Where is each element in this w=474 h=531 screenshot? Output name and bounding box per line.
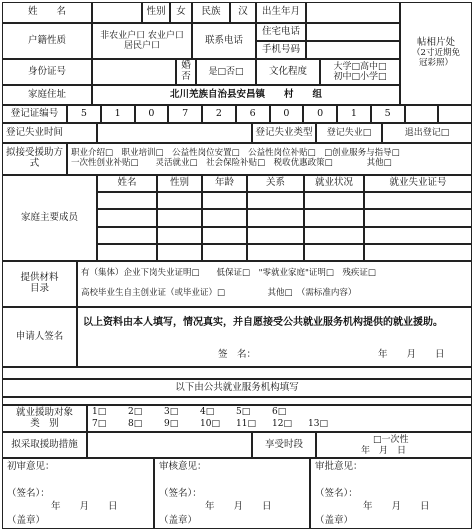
target-category-line1: 就业援助对象 [15, 406, 73, 418]
mobile-field[interactable] [306, 41, 400, 59]
materials-options-line2[interactable]: 高校毕业生自主创业证（或毕业证）□ 其他□ （需标准内容） [81, 288, 357, 299]
applicant-signature-label: 申请人签名 [2, 307, 77, 367]
name-label: 姓 名 [2, 2, 92, 23]
category-option[interactable]: 9□ [164, 419, 179, 429]
reg-digit[interactable]: 6 [236, 105, 270, 123]
review-title: 审核意见： [159, 461, 207, 472]
review-date-label: 年 月 日 [51, 501, 118, 512]
family-cell[interactable] [247, 209, 304, 226]
measures-field[interactable] [87, 432, 252, 458]
review-seal-label: （盖章） [315, 515, 354, 526]
reg-digit[interactable]: 5 [371, 105, 405, 123]
reg-digit[interactable]: 5 [67, 105, 101, 123]
review-seal-label: （盖章） [7, 515, 46, 526]
ethnicity-label: 民族 [192, 2, 230, 23]
initial-review-box[interactable] [2, 458, 154, 529]
family-cell[interactable] [304, 209, 364, 226]
family-cell[interactable] [202, 209, 247, 226]
category-option[interactable]: 4□ [200, 407, 215, 417]
family-cell[interactable] [247, 192, 304, 209]
one-time-checkbox[interactable]: □一次性 [373, 435, 409, 445]
family-cell[interactable] [364, 209, 472, 226]
family-cell[interactable] [157, 227, 202, 244]
family-members-label: 家庭主要成员 [2, 175, 97, 261]
home-phone-label: 住宅电话 [256, 23, 306, 41]
measures-label: 拟采取援助措施 [2, 432, 87, 458]
hukou-options[interactable] [92, 23, 192, 59]
reg-digit[interactable]: 0 [135, 105, 169, 123]
benefit-date: 年 月 日 [361, 446, 407, 456]
reg-digit[interactable]: 0 [303, 105, 337, 123]
hukou-option-rural[interactable]: 非农业户口 农业户口 [100, 30, 184, 41]
photo-size-note: （2寸近期免 [412, 48, 460, 59]
materials-label-line2: 目录 [29, 283, 49, 294]
id-label: 身份证号 [2, 59, 92, 85]
gender-value[interactable]: 女 [170, 2, 192, 23]
review-sign-label: （签名）： [7, 488, 50, 499]
birth-label: 出生年月 [256, 2, 306, 23]
family-header-age: 年龄 [202, 175, 247, 192]
reg-digit[interactable]: 7 [168, 105, 202, 123]
assistance-method-options[interactable] [67, 143, 472, 175]
family-cell[interactable] [97, 227, 157, 244]
id-field[interactable] [92, 59, 176, 85]
education-options[interactable] [320, 59, 400, 85]
family-cell[interactable] [364, 192, 472, 209]
gender-label: 性别 [142, 2, 170, 23]
reg-digit[interactable]: 2 [202, 105, 236, 123]
audit-review-box[interactable] [154, 458, 310, 529]
family-cell[interactable] [97, 209, 157, 226]
assistance-options-line2[interactable]: 一次性创业补贴□ 灵活就业□ 社会保险补贴□ 税收优惠政策□ 其他□ [71, 158, 392, 168]
category-option[interactable]: 8□ [128, 419, 143, 429]
review-sign-label: （签名）： [159, 488, 202, 499]
applicant-sign-label: 签 名： [218, 349, 257, 360]
benefit-period-label: 享受时段 [252, 432, 316, 458]
family-cell[interactable] [202, 227, 247, 244]
category-option[interactable]: 11□ [236, 419, 256, 429]
reg-digit[interactable]: 0 [270, 105, 304, 123]
reg-digit[interactable]: 1 [101, 105, 135, 123]
unemployment-time-field[interactable] [97, 123, 252, 143]
spacer-row [2, 367, 472, 379]
family-cell[interactable] [364, 227, 472, 244]
family-cell[interactable] [97, 192, 157, 209]
family-cell[interactable] [157, 209, 202, 226]
registered-unemployed-checkbox[interactable]: 登记失业□ [316, 123, 382, 143]
married-options[interactable]: 是□否□ [196, 59, 256, 85]
married-label: 婚否 [176, 59, 196, 85]
family-cell[interactable] [97, 244, 157, 261]
address-label: 家庭住址 [2, 85, 92, 105]
category-option[interactable]: 1□ [92, 407, 107, 417]
hukou-option-resident[interactable]: 居民户口 [123, 41, 160, 51]
category-option[interactable]: 2□ [128, 407, 143, 417]
family-cell[interactable] [304, 244, 364, 261]
approval-review-box[interactable] [310, 458, 472, 529]
family-header-cert-number: 就业失业证号 [364, 175, 472, 192]
declaration-text: 以上资料由本人填写，情况真实，并自愿接受公共就业服务机构提供的就业援助。 [83, 317, 443, 328]
family-cell[interactable] [157, 244, 202, 261]
employment-assistance-form [2, 2, 472, 529]
family-header-relation: 关系 [247, 175, 304, 192]
family-cell[interactable] [202, 244, 247, 261]
review-title: 审批意见： [315, 461, 363, 472]
materials-options[interactable] [77, 261, 472, 307]
target-category-label [2, 405, 87, 432]
benefit-period-field[interactable] [316, 432, 472, 458]
photo-label: 帖相片处 [416, 37, 455, 49]
contact-label: 联系电话 [192, 23, 256, 59]
family-cell[interactable] [304, 227, 364, 244]
name-field[interactable] [92, 2, 142, 23]
spacer-row [2, 397, 472, 405]
reg-number-label: 登记证编号 [2, 105, 67, 123]
family-cell[interactable] [202, 192, 247, 209]
category-option[interactable]: 10□ [200, 419, 220, 429]
review-date-label: 年 月 日 [205, 501, 272, 512]
assistance-method-label: 拟接受援助方式 [2, 143, 67, 175]
review-sign-label: （签名）： [315, 488, 358, 499]
family-header-gender: 性别 [157, 175, 202, 192]
materials-label-line1: 提供材料 [20, 272, 59, 284]
target-category-options[interactable] [87, 405, 472, 432]
category-option[interactable]: 12□ [272, 419, 292, 429]
education-options-lower[interactable]: 初中□小学□ [333, 72, 387, 82]
family-cell[interactable] [247, 227, 304, 244]
ethnicity-value[interactable]: 汉 [230, 2, 256, 23]
education-options-upper[interactable]: 大学□高中□ [333, 61, 387, 72]
family-cell[interactable] [364, 244, 472, 261]
target-category-line2: 类 别 [30, 417, 59, 429]
photo-box[interactable] [400, 2, 472, 105]
assistance-options-line1[interactable]: 职业介绍□ 职业培训□ 公益性岗位安置□ 公益性岗位补贴□ □创业服务与指导□ [71, 148, 400, 159]
hukou-label: 户籍性质 [2, 23, 92, 59]
home-phone-field[interactable] [306, 23, 400, 41]
reg-digit[interactable] [438, 105, 472, 123]
materials-label [2, 261, 77, 307]
mobile-label: 手机号码 [256, 41, 306, 59]
agency-section-heading: 以下由公共就业服务机构填写 [2, 379, 472, 397]
family-header-employment: 就业状况 [304, 175, 364, 192]
category-option[interactable]: 6□ [272, 407, 287, 417]
category-option[interactable]: 3□ [164, 407, 179, 417]
applicant-declaration[interactable] [77, 307, 472, 367]
reg-digit[interactable]: 1 [337, 105, 371, 123]
category-option[interactable]: 5□ [236, 407, 251, 417]
family-cell[interactable] [247, 244, 304, 261]
family-cell[interactable] [157, 192, 202, 209]
photo-style-note: 冠彩照） [418, 57, 453, 68]
exit-registration-checkbox[interactable]: 退出登记□ [382, 123, 472, 143]
unemployment-type-label: 登记失业类型 [252, 123, 316, 143]
address-value[interactable]: 北川羌族自治县安昌镇 村 组 [92, 85, 400, 105]
review-seal-label: （盖章） [159, 515, 198, 526]
unemployment-time-label: 登记失业时间 [2, 123, 97, 143]
family-header-name: 姓名 [97, 175, 157, 192]
birth-field[interactable] [306, 2, 400, 23]
category-option[interactable]: 13□ [308, 419, 328, 429]
applicant-date-label: 年 月 日 [378, 349, 445, 360]
family-cell[interactable] [304, 192, 364, 209]
review-date-label: 年 月 日 [363, 501, 430, 512]
reg-digit[interactable] [405, 105, 439, 123]
review-title: 初审意见： [7, 461, 55, 472]
materials-options-line1[interactable]: 有（集体）企业下岗失业证明□ 低保证□ "零就业家庭"证明□ 残疾证□ [81, 268, 376, 279]
category-option[interactable]: 7□ [92, 419, 107, 429]
education-label: 文化程度 [256, 59, 320, 85]
